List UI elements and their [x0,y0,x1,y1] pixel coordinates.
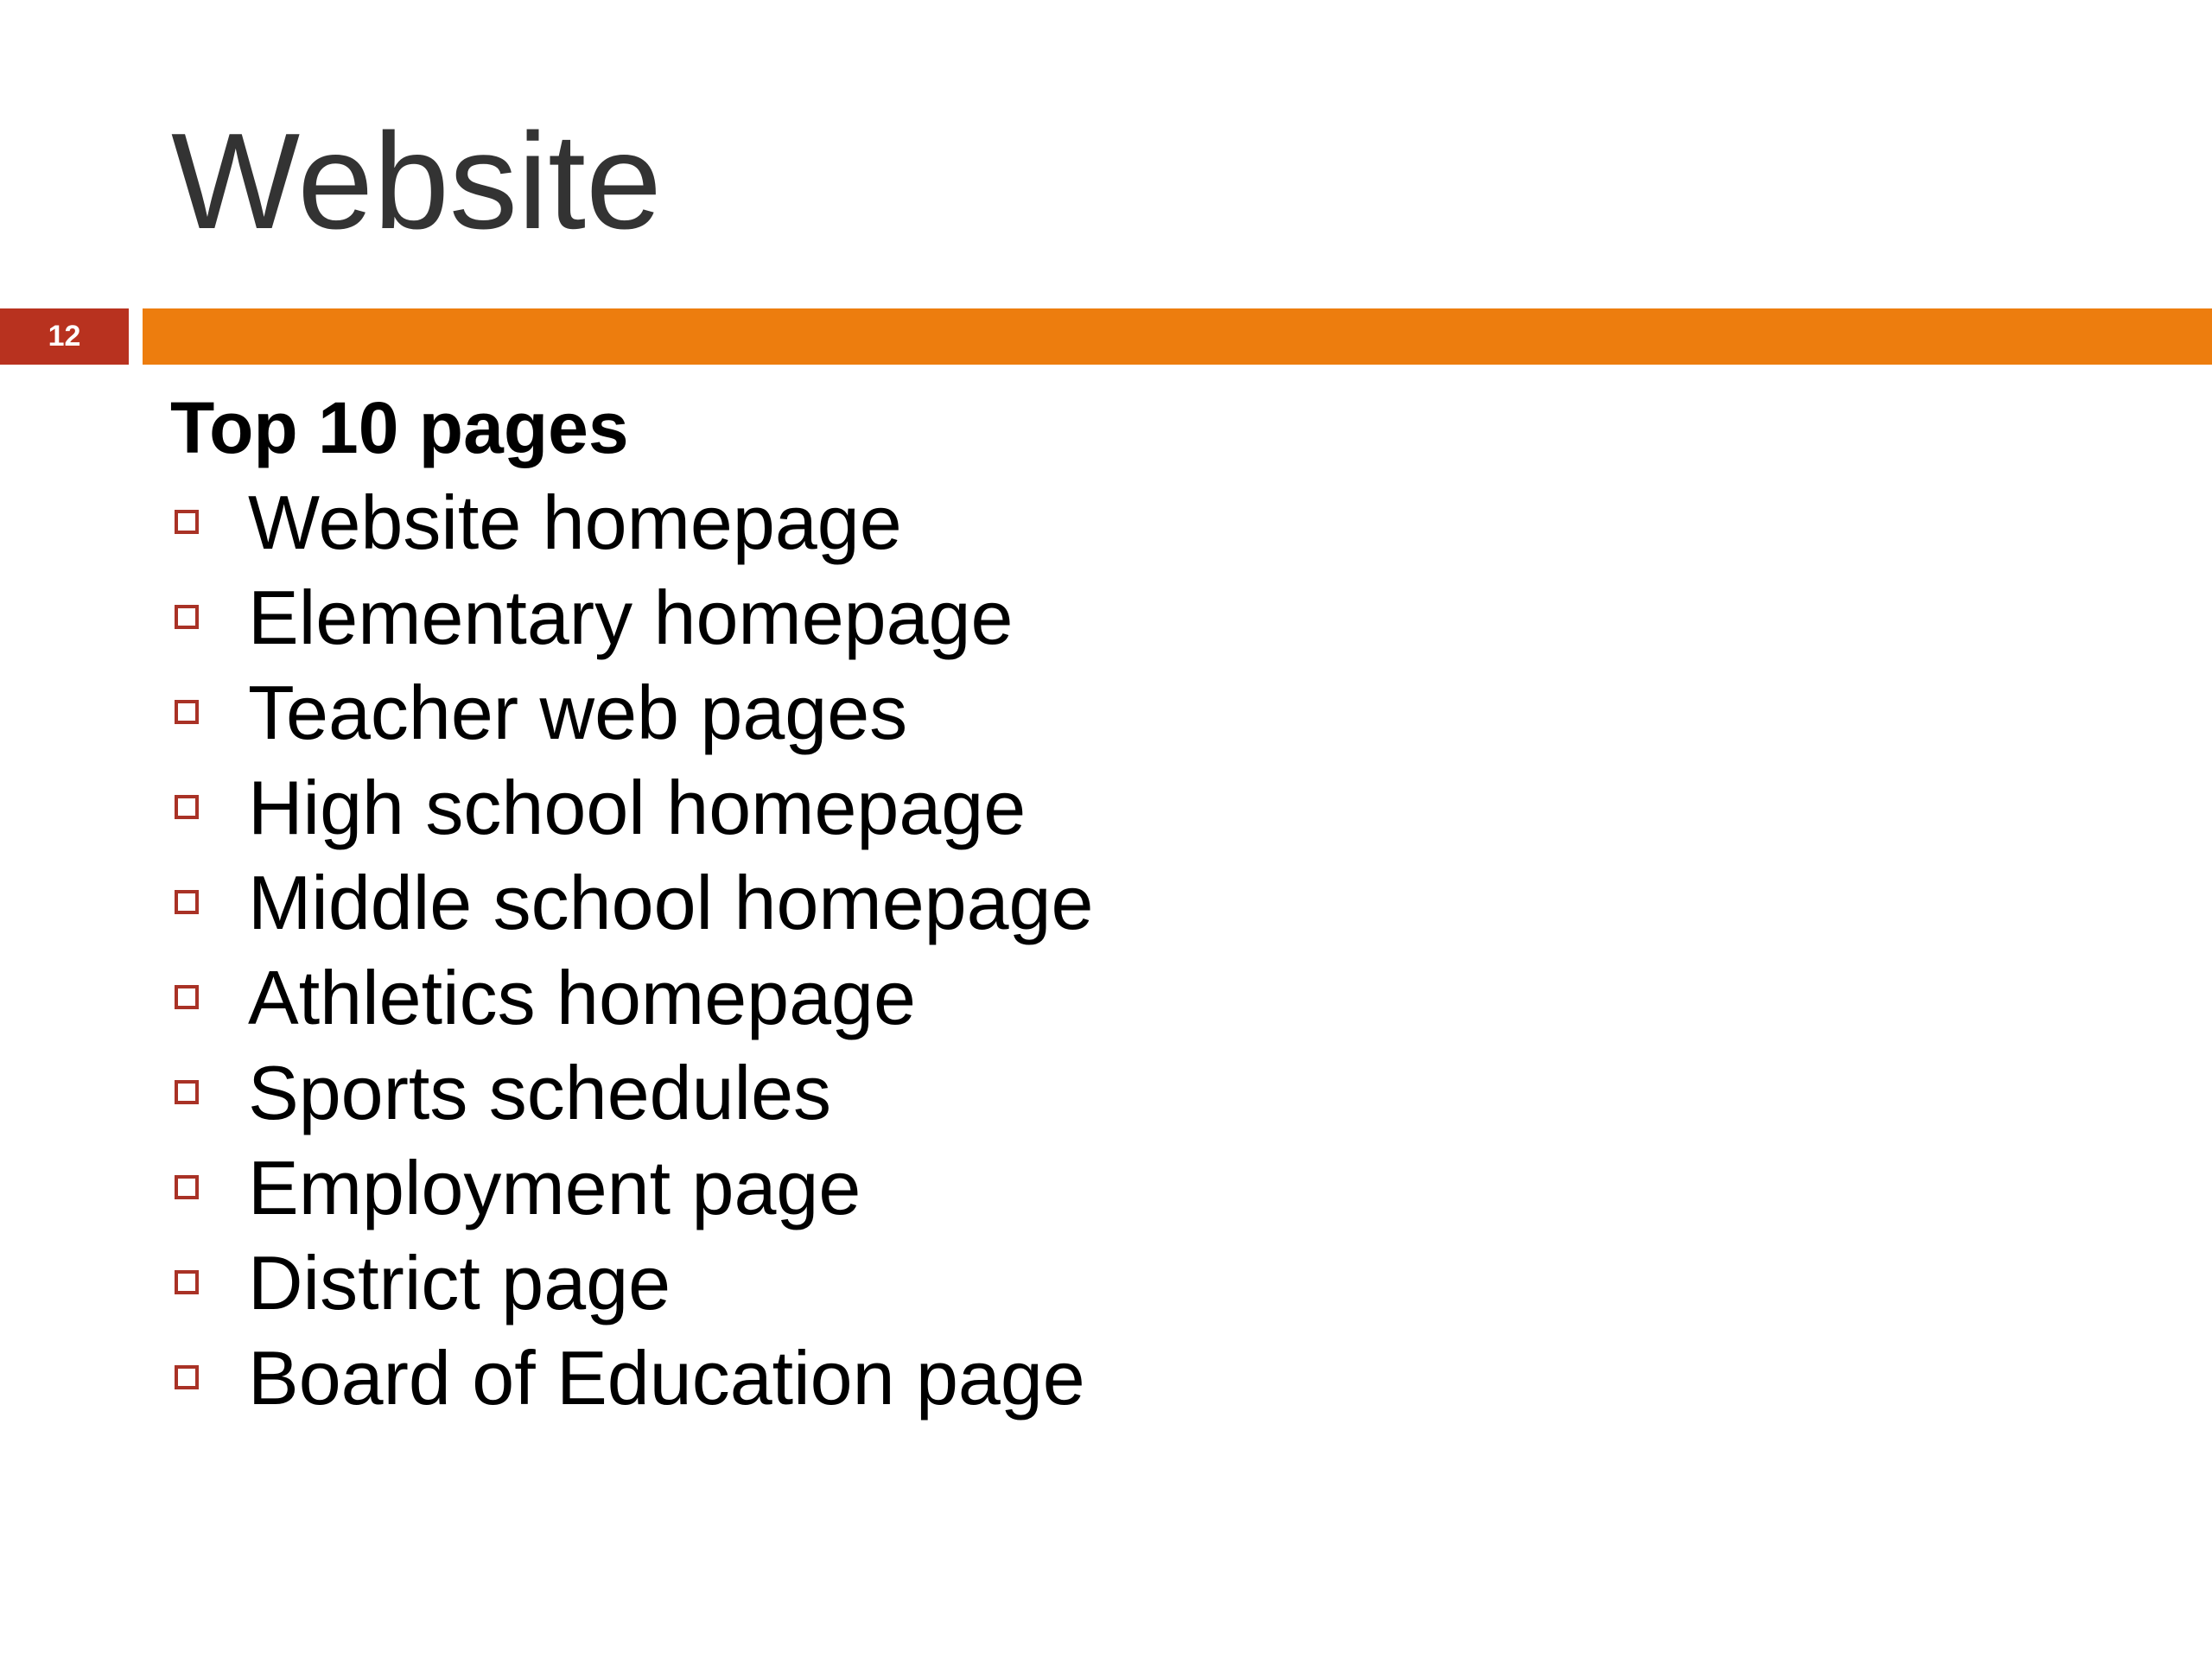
list-item [170,1331,1085,1426]
list-item-text: Sports schedules [248,1050,832,1135]
list-item-text: Board of Education page [248,1335,1085,1421]
accent-bar [143,308,2212,365]
subheading: Top 10 pages [170,387,629,468]
square-bullet-icon [175,700,199,724]
list-item-text: Elementary homepage [248,575,1014,660]
list-item [170,760,1027,855]
list-item-text: Athletics homepage [248,955,916,1040]
list-item [170,570,1014,665]
square-bullet-icon [175,510,199,534]
square-bullet-icon [175,890,199,914]
list-item [170,855,1094,950]
bullet-list [170,475,1094,1426]
list-item-text: Website homepage [248,480,902,565]
square-bullet-icon [175,1270,199,1294]
list-item-text: Teacher web pages [248,670,908,755]
square-bullet-icon [175,795,199,819]
page-number-badge [0,308,129,365]
list-item [170,1046,832,1141]
slide-content [170,380,1094,1426]
list-item-text: Middle school homepage [248,860,1094,945]
square-bullet-icon [175,605,199,629]
page-number: 12 [48,320,81,353]
list-item [170,665,908,760]
slide-title: Website [171,105,662,257]
list-item-text: Employment page [248,1145,861,1230]
list-item [170,1141,861,1236]
square-bullet-icon [175,1365,199,1389]
list-item-text: District page [248,1240,671,1325]
square-bullet-icon [175,1080,199,1104]
list-item [170,1236,671,1331]
square-bullet-icon [175,985,199,1009]
list-item [170,475,902,570]
list-item [170,950,916,1046]
square-bullet-icon [175,1175,199,1199]
list-item-text: High school homepage [248,765,1027,850]
